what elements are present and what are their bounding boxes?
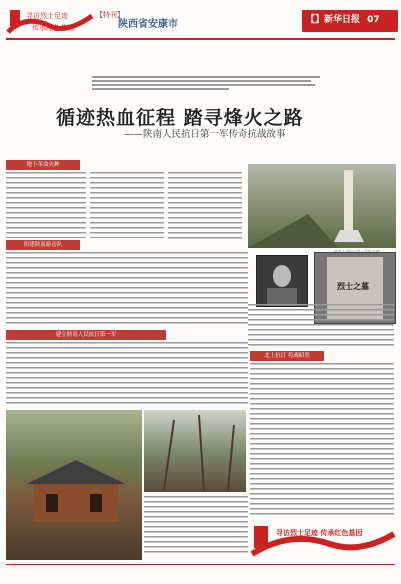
village-illustration: [6, 410, 142, 560]
edition-tag: 【特刊】: [96, 11, 124, 19]
headline: 循迹热血征程 踏寻烽火之路: [56, 107, 304, 129]
section-head-4: 北上抗日 将魂昭然: [250, 351, 324, 361]
page-number: 07: [367, 15, 380, 25]
forest-photo: [144, 410, 246, 492]
footer-logo-text: 寻访烈士足迹 传承红色基因: [276, 528, 363, 537]
tombstone-inscription: 烈士之墓: [337, 281, 369, 291]
subheadline: ——陕南人民抗日第一军传奇抗战故事: [124, 129, 286, 140]
intro-paragraph: [92, 74, 320, 92]
campaign-logo: [6, 6, 94, 36]
village-photo: [6, 410, 142, 560]
forest-illustration: [144, 410, 246, 492]
body-text-column-2: [90, 172, 164, 238]
svg-text:寻访烈士足迹: 寻访烈士足迹: [26, 12, 68, 20]
svg-text:传承红色基因: 传承红色基因: [32, 24, 74, 32]
body-text-column-6: [6, 342, 248, 406]
portrait-illustration: [257, 256, 307, 306]
body-text-column-5: [248, 304, 394, 348]
body-text-column-1: [6, 172, 86, 238]
section-head-3: 建立陕南人民抗日第一军: [6, 330, 166, 340]
body-text-column-8: [144, 496, 248, 554]
body-text-column-7: [250, 363, 394, 515]
body-text-column-3: [168, 172, 242, 242]
section-title: 陕西省安康市: [118, 19, 178, 30]
paper-name-text: 【】新华日报: [306, 15, 361, 25]
body-text-column-4: [6, 252, 248, 326]
section-head-2: 组建陕南游击队: [6, 240, 80, 250]
portrait-photo: [256, 255, 308, 307]
monument-illustration: [248, 164, 396, 248]
bottom-rule: [6, 564, 395, 565]
section-head-1: 地下革命火种: [6, 160, 80, 170]
header-rule: [6, 38, 395, 40]
monument-photo: [248, 164, 396, 248]
paper-name: [306, 12, 380, 25]
footer-banner: [250, 520, 396, 560]
